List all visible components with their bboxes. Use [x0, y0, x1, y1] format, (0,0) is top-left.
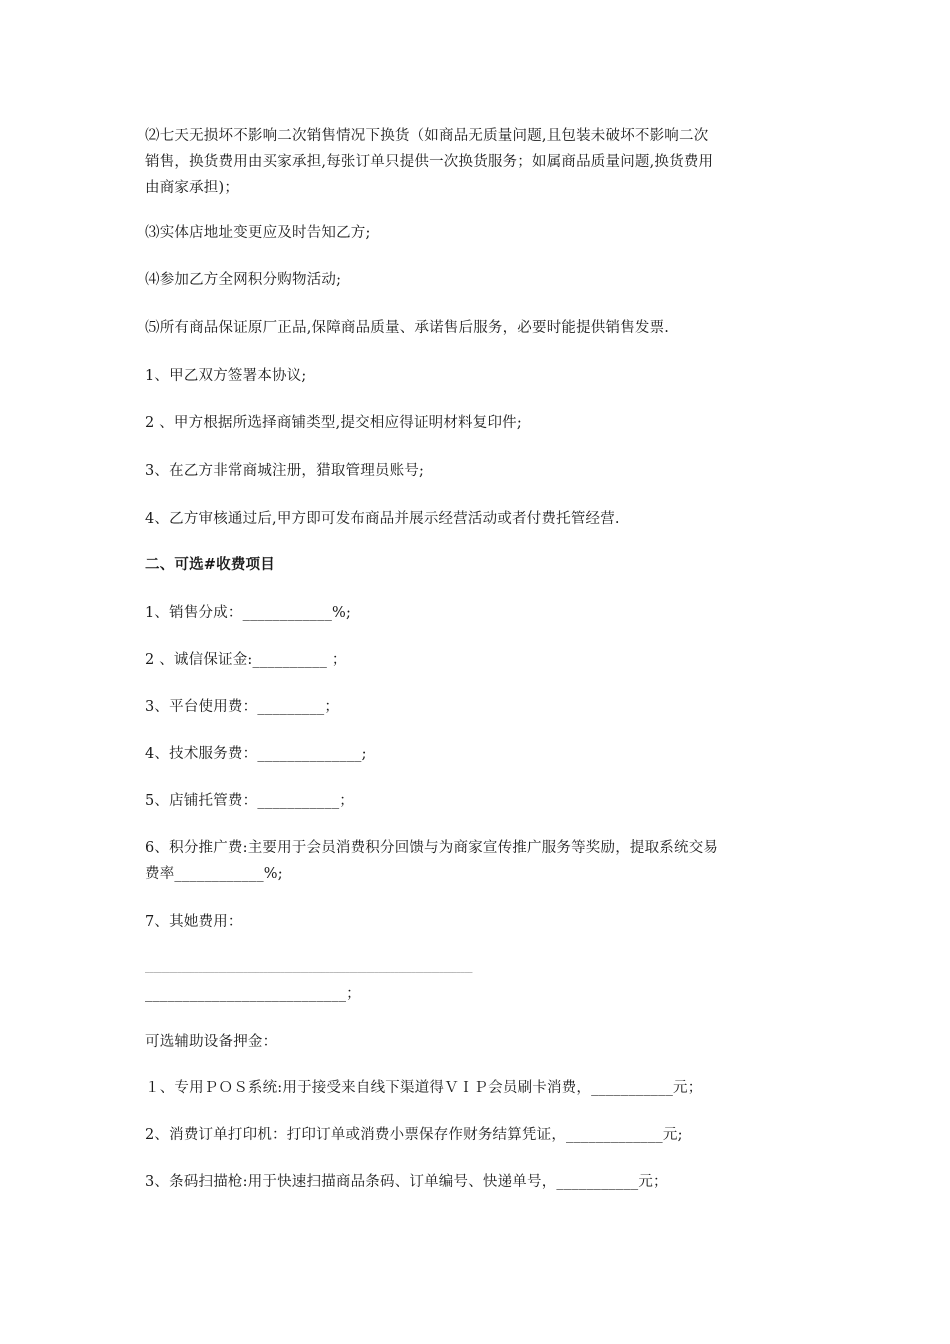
equipment-deposit-heading: 可选辅助设备押金： — [145, 1034, 278, 1050]
equipment-pos: １、专用ＰＯＳ系统:用于接受来自线下渠道得ＶＩＰ会员刷卡消费，___________元； — [145, 1080, 703, 1096]
equipment-printer: 2、消费订单打印机：打印订单或消费小票保存作财务结算凭证，_____________元; — [145, 1127, 683, 1143]
clause-address-change: ⑶实体店地址变更应及时告知乙方; — [145, 225, 371, 241]
step-2: 2 、甲方根据所选择商铺类型,提交相应得证明材料复印件; — [145, 415, 522, 431]
fee-sales-commission: 1、销售分成：____________%; — [145, 605, 352, 621]
fee-points-promo-line-1: 6、积分推广费:主要用于会员消费积分回馈与为商家宣传推广服务等奖励，提取系统交易 — [145, 840, 719, 856]
fee-platform: 3、平台使用费：_________； — [145, 699, 340, 715]
clause-points-activity: ⑷参加乙方全网积分购物活动; — [145, 272, 342, 288]
fee-other: 7、其她费用： — [145, 914, 243, 930]
fee-store-hosting: 5、店铺托管费：___________； — [145, 793, 354, 809]
fee-other-blank-line-1: ________________________________________________________________________________ — [145, 963, 473, 973]
step-3: 3、在乙方非常商城注册，猎取管理员账号; — [145, 463, 425, 479]
fee-points-promo-line-2: 费率____________%; — [145, 866, 283, 882]
clause-genuine-goods: ⑸所有商品保证原厂正品,保障商品质量、承诺售后服务，必要时能提供销售发票. — [145, 320, 670, 336]
clause-exchange-line-1: ⑵七天无损坏不影响二次销售情况下换货（如商品无质量问题,且包装未破坏不影响二次 — [145, 128, 709, 144]
clause-exchange-line-2: 销售，换货费用由买家承担,每张订单只提供一次换货服务；如属商品质量问题,换货费用 — [145, 154, 714, 170]
clause-exchange-line-3: 由商家承担)； — [145, 180, 240, 196]
section-heading-fees: 二、可选#收费项目 — [145, 556, 275, 573]
fee-other-blank-line-2: ___________________________； — [145, 986, 361, 1002]
equipment-scanner: 3、条码扫描枪:用于快速扫描商品条码、订单编号、快递单号，___________元； — [145, 1174, 668, 1190]
step-4: 4、乙方审核通过后,甲方即可发布商品并展示经营活动或者付费托管经营. — [145, 511, 620, 527]
fee-deposit: 2 、诚信保证金:__________ ； — [145, 652, 347, 668]
step-1: 1、甲乙双方签署本协议; — [145, 368, 307, 384]
fee-tech-service: 4、技术服务费：______________; — [145, 746, 367, 762]
